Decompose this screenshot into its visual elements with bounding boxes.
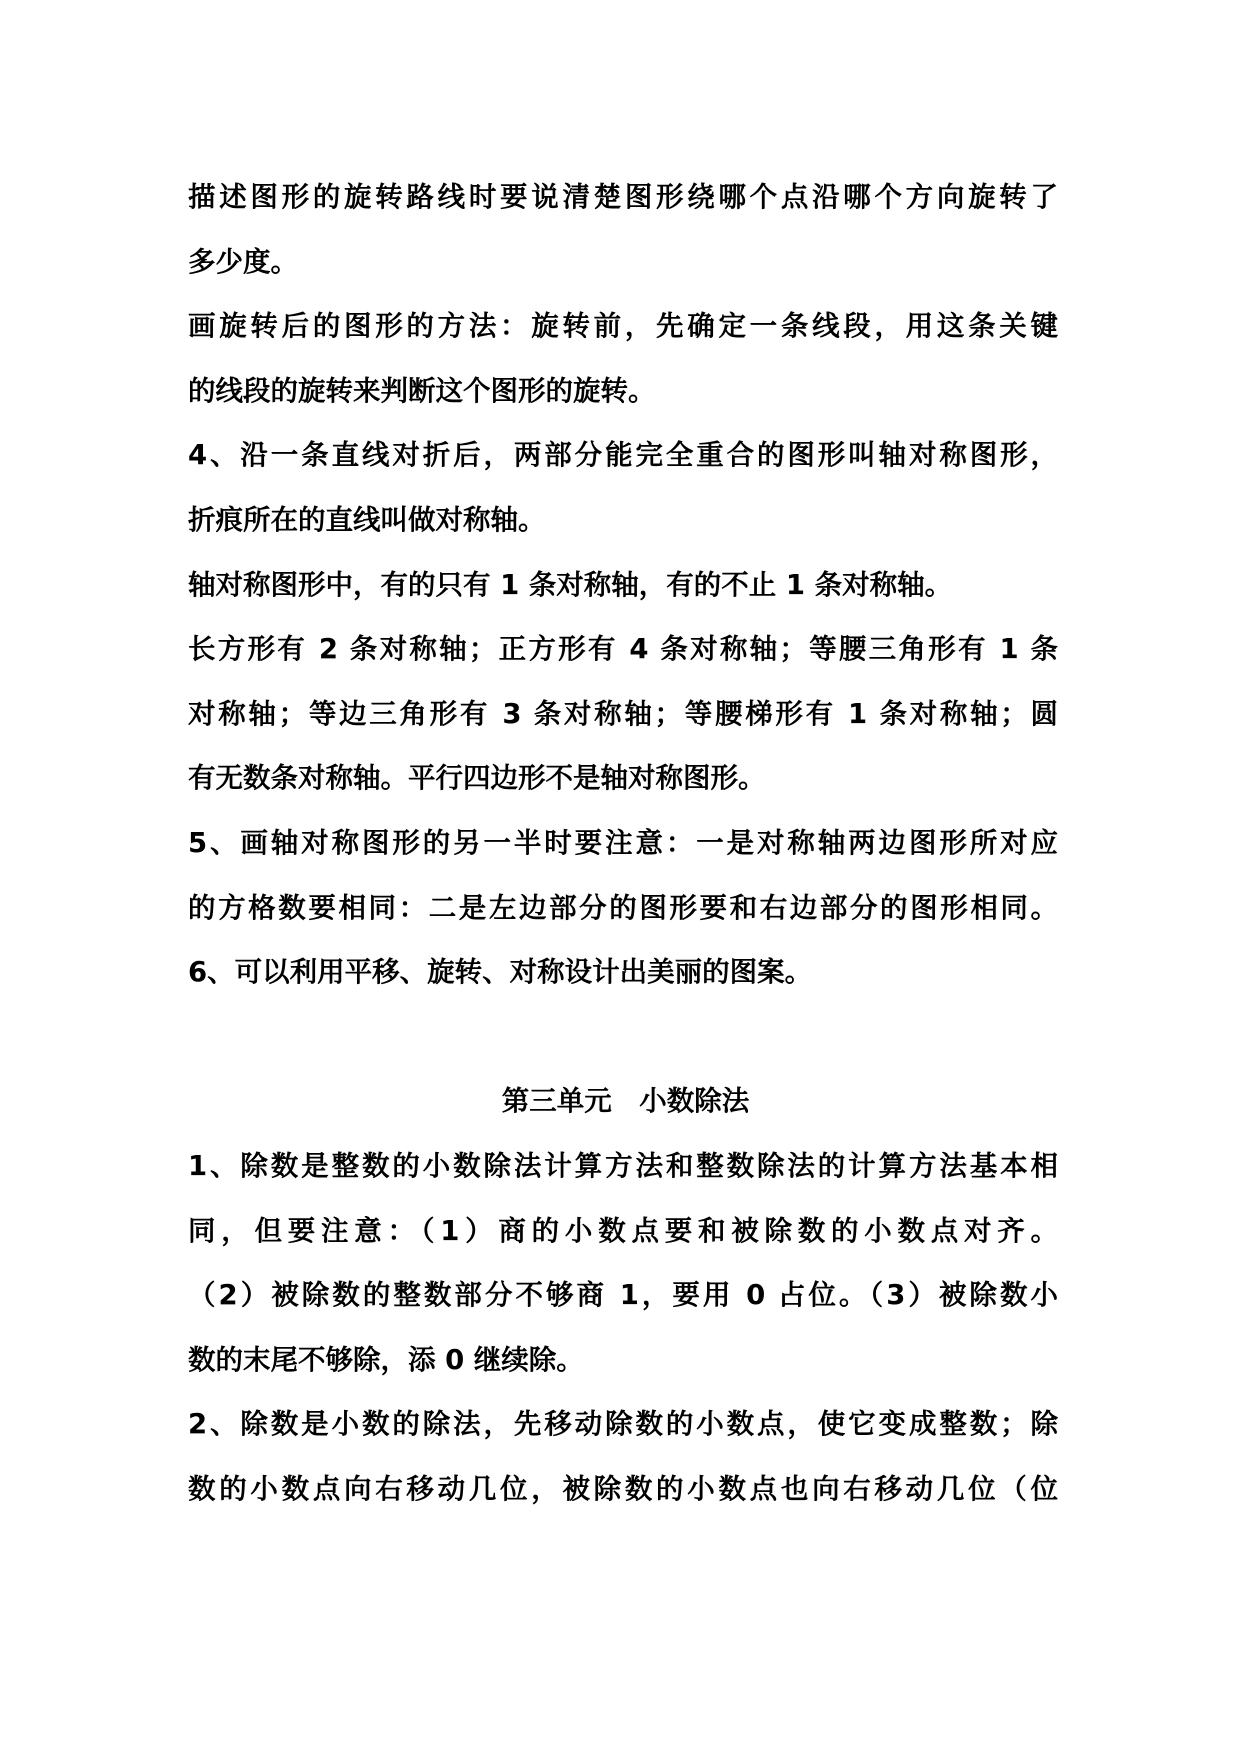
document-body: [188, 165, 1058, 1521]
section-heading: 第三单元 小数除法: [501, 1085, 750, 1118]
paragraph-line: 画旋转后的图形的方法：旋转前，先确定一条线段，用这条关键: [188, 310, 1058, 343]
paragraph-line: 有无数条对称轴。平行四边形不是轴对称图形。: [188, 762, 766, 795]
blank-line: [188, 1005, 1058, 1070]
paragraph-line: 的方格数要相同：二是左边部分的图形要和右边部分的图形相同。: [188, 891, 1058, 924]
paragraph-line: 同，但要注意：（1）商的小数点要和被除数的小数点对齐。: [188, 1214, 1058, 1247]
paragraph-line: 数的小数点向右移动几位，被除数的小数点也向右移动几位（位: [188, 1472, 1058, 1505]
paragraph-line: 数的末尾不够除，添 0 继续除。: [188, 1343, 584, 1376]
paragraph-line: 描述图形的旋转路线时要说清楚图形绕哪个点沿哪个方向旋转了: [188, 181, 1058, 213]
paragraph-line: 的线段的旋转来判断这个图形的旋转。: [188, 374, 656, 407]
paragraph-line: 6、可以利用平移、旋转、对称设计出美丽的图案。: [188, 956, 813, 989]
paragraph-line: 对称轴；等边三角形有 3 条对称轴；等腰梯形有 1 条对称轴；圆: [188, 697, 1058, 730]
paragraph-line: 长方形有 2 条对称轴；正方形有 4 条对称轴；等腰三角形有 1 条: [188, 633, 1058, 666]
paragraph-line: 多少度。: [188, 245, 298, 278]
paragraph-line: （2）被除数的整数部分不够商 1，要用 0 占位。（3）被除数小: [188, 1279, 1058, 1312]
paragraph-line: 1、除数是整数的小数除法计算方法和整数除法的计算方法基本相: [188, 1149, 1058, 1182]
paragraph-line: 5、画轴对称图形的另一半时要注意：一是对称轴两边图形所对应: [188, 826, 1058, 859]
paragraph-line: 4、沿一条直线对折后，两部分能完全重合的图形叫轴对称图形，: [188, 439, 1058, 472]
paragraph-line: 轴对称图形中，有的只有 1 条对称轴，有的不止 1 条对称轴。: [188, 568, 953, 601]
paragraph-line: 2、除数是小数的除法，先移动除数的小数点，使它变成整数；除: [188, 1408, 1058, 1441]
paragraph-line: 折痕所在的直线叫做对称轴。: [188, 503, 546, 536]
